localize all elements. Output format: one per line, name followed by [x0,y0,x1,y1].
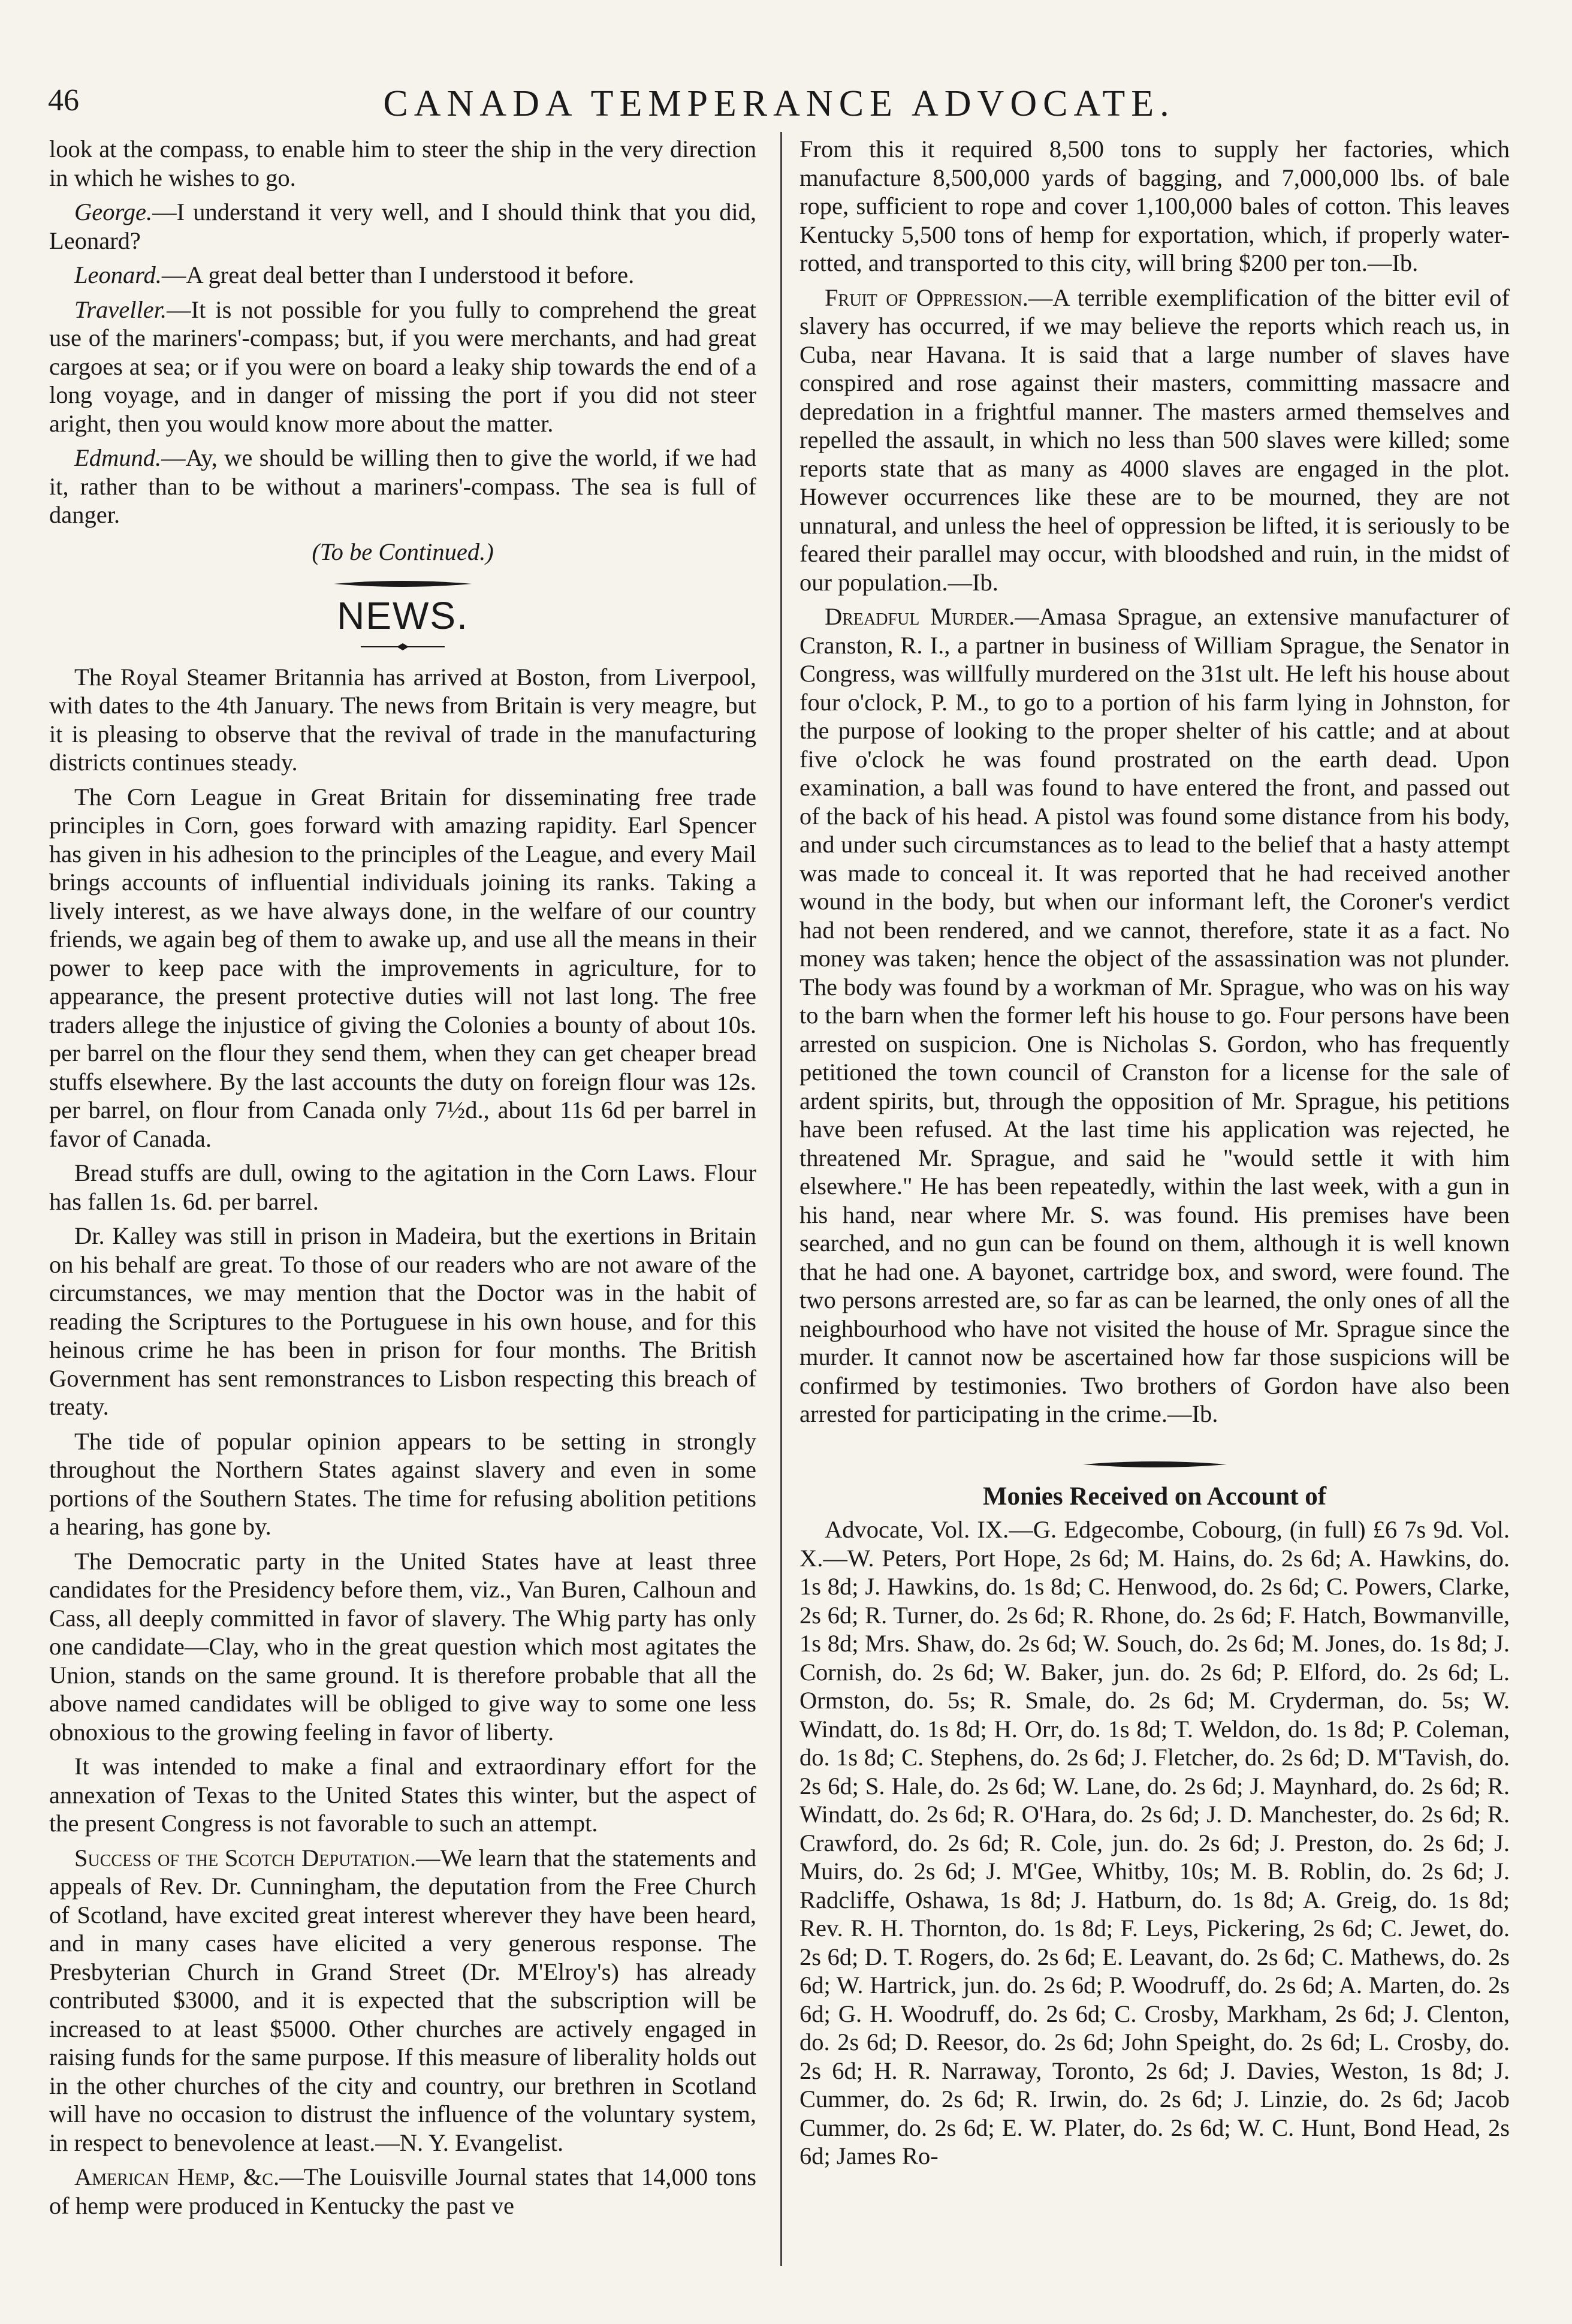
news-heading: NEWS. [337,594,469,637]
section-head: Fruit of Oppression. [825,284,1028,311]
column-rule [780,132,782,2266]
news-paragraph: The Royal Steamer Britannia has arrived at Boston, from Liverpool, with dates to the 4th January. The news from Britain is very meagre, but it is pleasing to observe that the revival of trade in the manufacturing districts continues steady. [49,663,756,776]
news-paragraph: The Corn League in Great Britain for disseminating free trade principles in Corn, goes forward with amazing rapidity. Earl Spencer has given in his adhesion to the principles of the League, and every Mail brings accounts of influential individuals joining its ranks. Taking a lively interest, as we have always done, in the welfare of our country friends, we again beg of them to awake up, and use all the means in their power to keep pace with the improvements in agriculture, for to appearance, the present protective duties will not last long. The free traders allege the injustice of giving the Colonies a bounty of about 10s. per barrel on the flour they send them, when they can get cheaper bread stuffs elsewhere. By the last accounts the duty on foreign flour was 12s. per barrel, on flour from Canada only 7½d., about 11s 6d per barrel in favor of Canada. [49,783,756,1152]
section-head: American Hemp, &c. [74,2163,280,2190]
left-column [49,135,756,2226]
page-number: 46 [48,83,79,117]
page-header [48,83,1510,137]
news-paragraph: The Democratic party in the United States have at least three candidates for the Presidency before them, viz., Van Buren, Calhoun and Cass, all deeply committed in favor of slavery. The Whig party has only one candidate—Clay, who in the great question which most agitates the Union, stands on the same ground. It is therefore probable that all the above named candidates will be obliged to give way to some one less obnoxious to the growing feeling in favor of liberty. [49,1547,756,1746]
dialogue-line: Leonard.—A great deal better than I understood it before. [74,261,635,288]
to-be-continued: (To be Continued.) [312,538,494,565]
news-paragraph: Fruit of Oppression.—A terrible exemplification of the bitter evil of slavery has occurred, if we may believe the reports which reach us, in Cuba, near Havana. It is said that a large number of slaves have conspired and rose against their masters, committing massacre and depredation in a frightful manner. The masters armed themselves and repelled the assault, in which no less than 500 slaves were killed; some reports state that as many as 4000 slaves are engaged in the plot. However occurrences like these are to be mourned, they are not unnatural, and unless the heel of oppression be lifted, it is seriously to be feared their parallel may occur, with bloodshed and ruin, in the midst of our population.—Ib. [799,284,1510,596]
section-head: Success of the Scotch Deputation. [74,1844,417,1871]
ornament-dash [361,643,445,651]
news-paragraph: American Hemp, &c.—The Louisville Journal states that 14,000 tons of hemp were produced in Kentucky the past ve [49,2163,756,2219]
news-paragraph: Success of the Scotch Deputation.—We learn that the statements and appeals of Rev. Dr. Cunningham, the deputation from the Free Church of Scotland, have excited great interest wherever they have been heard, and in many cases have elicited a very generous response. The Presbyterian Church in Grand Street (Dr. M'Elroy's) has already contributed $3000, and it is expected that the subscription will be increased to at least $5000. Other churches are actively engaged in raising funds for the same purpose. If this measure of liberality holds out in the other churches of the city and country, our brethren in Scotland will have no occasion to distrust the influence of the voluntary system, in respect to benevolence at least.—N. Y. Evangelist. [49,1844,756,2156]
news-paragraph: The tide of popular opinion appears to be setting in strongly throughout the Northern States against slavery and even in some portions of the Southern States. The time for refusing abolition petitions a hearing, has gone by. [49,1427,756,1540]
right-column [799,135,1510,2177]
dialogue-line: Traveller.—It is not possible for you fully to comprehend the great use of the mariners'-compass; but, if you were merchants, and had great cargoes at sea; or if you were on board a leaky ship towards the end of a long voyage, and in danger of missing the port if you did not steer aright, then you would know more about the matter. [49,296,756,437]
monies-heading: Monies Received on Account of [982,1482,1327,1511]
news-paragraph: Dreadful Murder.—Amasa Sprague, an extensive manufacturer of Cranston, R. I., a partner in business of William Sprague, the Senator in Congress, was willfully murdered on the 31st ult. He left his house about four o'clock, P. M., to go to a portion of his farm lying in Johnston, for the purpose of looking to the proper shelter of his cattle; and at about five o'clock he was found prostrated on the earth dead. Upon examination, a ball was found to have entered the front, and passed out of the back of his head. A pistol was found some distance from his body, and under such circumstances as to lead to the belief that a hasty attempt was made to conceal it. It was reported that he had received another wound in the body, but when our informant left, the Coroner's verdict had not been rendered, and we cannot, therefore, state it as a fact. No money was taken; hence the object of the assassination was not plunder. The body was found by a workman of Mr. Sprague, who was on his way to the barn when the former left his house to go. Four persons have been arrested on suspicion. One is Nicholas S. Gordon, who has frequently petitioned the town council of Cranston for a license for the sale of ardent spirits, but, through the opposition of Mr. Sprague, his petitions have been refused. At the last time his application was rejected, he threatened Mr. Sprague, and said he "would settle it with him elsewhere." He has been repeatedly, within the last week, with a gun in his hand, near where Mr. S. was found. His premises have been searched, and no gun can be found on them, although it is well known that he had one. A bayonet, cartridge box, and sword, were found. The two persons arrested are, so far as can be learned, the only ones of all the neighbourhood who have not visited the house of Mr. Sprague since the murder. It cannot now be ascertained how far those suspicions will be confirmed by testimonies. Two brothers of Gordon have also been arrested for participating in the crime.—Ib. [799,603,1510,1427]
news-paragraph: From this it required 8,500 tons to supply her factories, which manufacture 8,500,000 yards of bagging, and 7,000,000 lbs. of bale rope, sufficient to rope and cover 1,100,000 bales of cotton. This leaves Kentucky 5,500 tons of hemp for exportation, which, if properly water-rotted, and transported to this city, will bring $200 per ton.—Ib. [799,135,1510,276]
dialogue-line: Edmund.—Ay, we should be willing then to give the world, if we had it, rather than to be without a mariners'-compass. The sea is full of danger. [49,444,756,528]
news-paragraph: Bread stuffs are dull, owing to the agitation in the Corn Laws. Flour has fallen 1s. 6d. per barrel. [49,1159,756,1215]
news-paragraph: It was intended to make a final and extraordinary effort for the annexation of Texas to the United States this winter, but the aspect of the present Congress is not favorable to such an attempt. [49,1753,756,1837]
masthead-title: CANADA TEMPERANCE ADVOCATE. [383,83,1175,124]
news-paragraph: Dr. Kalley was still in prison in Madeira, but the exertions in Britain on his behalf are great. To those of our readers who are not aware of the circumstances, we may mention that the Doctor was in the habit of reading the Scriptures to the Portuguese in his own house, and for this heinous crime he has been in prison for four months. The British Government has sent remonstrances to Lisbon respecting this breach of treaty. [49,1222,756,1420]
monies-list: Advocate, Vol. IX.—G. Edgecombe, Cobourg, (in full) £6 7s 9d. Vol. X.—W. Peters, Port Hope, 2s 6d; M. Hains, do. 2s 6d; A. Hawkins, do. 1s 8d; J. Hawkins, do. 1s 8d; C. Henwood, do. 2s 6d; C. Powers, Clarke, 2s 6d; R. Turner, do. 2s 6d; R. Rhone, do. 2s 6d; F. Hatch, Bowmanville, 1s 8d; Mrs. Shaw, do. 2s 6d; W. Souch, do. 2s 6d; M. Jones, do. 1s 8d; J. Cornish, do. 2s 6d; W. Baker, jun. do. 2s 6d; P. Elford, do. 2s 6d; L. Ormston, do. 5s; R. Smale, do. 2s 6d; M. Cryderman, do. 5s; W. Windatt, do. 1s 8d; H. Orr, do. 1s 8d; T. Weldon, do. 1s 8d; P. Coleman, do. 1s 8d; C. Stephens, do. 2s 6d; J. Fletcher, do. 2s 6d; D. M'Tavish, do. 2s 6d; S. Hale, do. 2s 6d; W. Lane, do. 2s 6d; J. Maynhard, do. 2s 6d; R. Windatt, do. 2s 6d; R. O'Hara, do. 2s 6d; J. D. Manchester, do. 2s 6d; R. Crawford, do. 2s 6d; R. Cole, jun. do. 2s 6d; J. Preston, do. 2s 6d; J. Muirs, do. 2s 6d; J. M'Gee, Whitby, 10s; M. B. Roblin, do. 2s 6d; J. Radcliffe, Oshawa, 1s 8d; J. Hatburn, do. 1s 8d; A. Greig, do. 1s 8d; Rev. R. H. Thornton, do. 1s 8d; F. Leys, Pickering, 2s 6d; C. Jewet, do. 2s 6d; D. T. Rogers, do. 2s 6d; E. Leavant, do. 2s 6d; C. Mathews, do. 2s 6d; W. Hartrick, jun. do. 2s 6d; P. Woodruff, do. 2s 6d; A. Marten, do. 2s 6d; G. H. Woodruff, do. 2s 6d; C. Crosby, Markham, 2s 6d; J. Clenton, do. 2s 6d; D. Reesor, do. 2s 6d; John Speight, do. 2s 6d; L. Crosby, do. 2s 6d; H. R. Narraway, Toronto, 2s 6d; J. Davies, Weston, 1s 8d; J. Cummer, do. 2s 6d; R. Irwin, do. 2s 6d; J. Linzie, do. 2s 6d; Jacob Cummer, do. 2s 6d; E. W. Plater, do. 2s 6d; W. C. Hunt, Bond Head, 2s 6d; James Ro- [799,1516,1510,2169]
section-head: Dreadful Murder. [825,603,1015,630]
ornament-rule [334,578,472,590]
ornament-rule [1083,1458,1227,1470]
dialogue-line: George.—I understand it very well, and I should think that you did, Leonard? [49,198,756,254]
dialogue-line: look at the compass, to enable him to steer the ship in the very direction in which he wishes to go. [49,135,756,191]
